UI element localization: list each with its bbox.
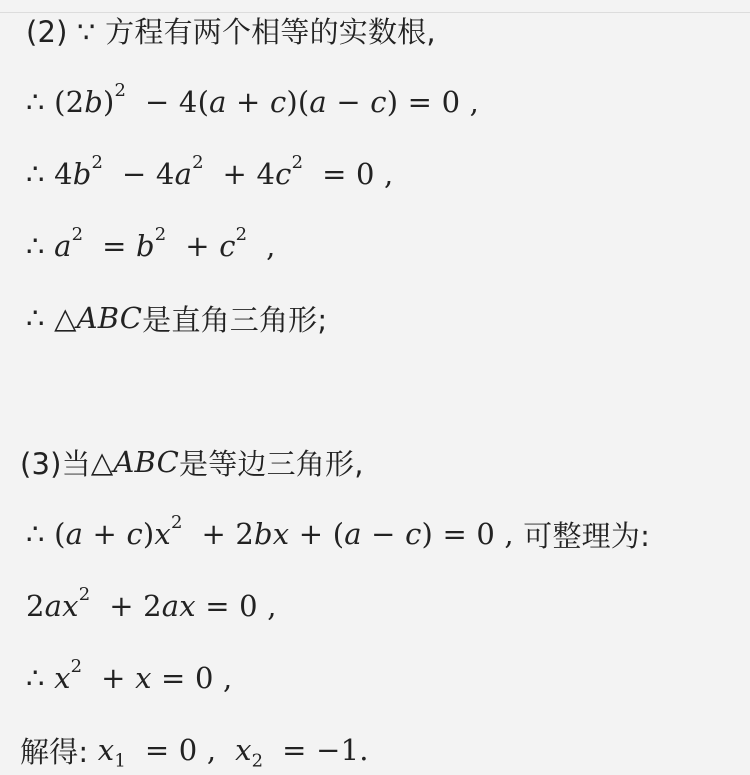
- solution-line-6: (3)当 △ABC 是等边三角形,: [20, 445, 364, 481]
- solution-line-5: ∴ △ABC 是直角三角形;: [26, 301, 328, 337]
- solution-line-1: (2) ∵ 方程有两个相等的实数根,: [26, 14, 436, 49]
- solution-line-9: ∴ $x^2 + x = 0$ ,: [26, 655, 233, 695]
- solution-line-3: ∴ $4b^2 - 4a^2 + 4c^2 = 0$ ,: [26, 151, 394, 191]
- solution-line-7: ∴ $(a + c)x^2 + 2bx + (a - c) = 0$ , 可整理为:: [26, 511, 651, 553]
- solution-line-10: 解得: $x_1 = 0$ , $x_2 = -1$.: [20, 733, 369, 772]
- solution-line-2: ∴ $(2b)^2 - 4(a + c)(a - c) = 0$ ,: [26, 79, 480, 119]
- solution-line-4: ∴ $a^2 = b^2 + c^2$ ,: [26, 223, 276, 263]
- solution-line-8: $2ax^2 + 2ax = 0$ ,: [26, 583, 277, 623]
